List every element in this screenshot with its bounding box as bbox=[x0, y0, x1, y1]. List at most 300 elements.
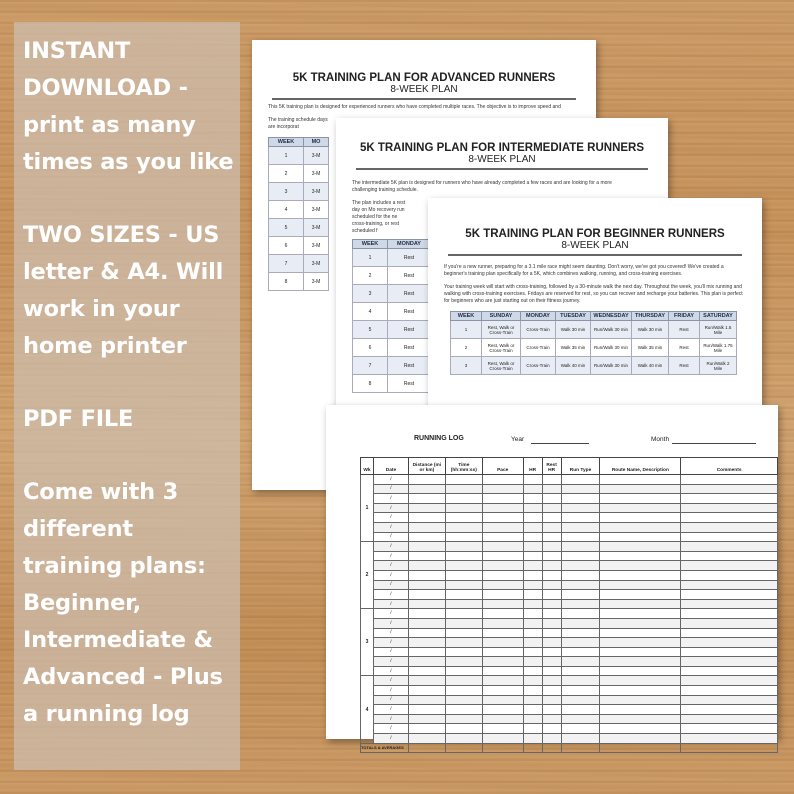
log-cell[interactable] bbox=[600, 705, 681, 715]
log-cell[interactable] bbox=[408, 513, 445, 523]
log-row bbox=[361, 647, 778, 657]
log-cell[interactable] bbox=[542, 599, 561, 609]
log-cell[interactable] bbox=[681, 695, 778, 705]
log-row bbox=[361, 513, 778, 523]
log-cell[interactable] bbox=[542, 561, 561, 571]
log-cell[interactable] bbox=[445, 714, 482, 724]
log-cell[interactable] bbox=[445, 570, 482, 580]
log-cell[interactable] bbox=[681, 676, 778, 686]
log-cell[interactable] bbox=[445, 513, 482, 523]
log-cell[interactable] bbox=[561, 599, 600, 609]
log-cell[interactable] bbox=[561, 551, 600, 561]
log-cell[interactable] bbox=[681, 599, 778, 609]
log-cell[interactable] bbox=[408, 561, 445, 571]
log-totals-row bbox=[361, 743, 778, 753]
log-cell[interactable] bbox=[408, 666, 445, 676]
log-cell[interactable] bbox=[681, 686, 778, 696]
log-cell[interactable] bbox=[408, 503, 445, 513]
log-cell[interactable] bbox=[408, 475, 445, 485]
log-cell[interactable] bbox=[408, 570, 445, 580]
log-cell[interactable] bbox=[681, 522, 778, 532]
log-date-cell[interactable]: / bbox=[373, 638, 408, 648]
log-cell[interactable] bbox=[681, 618, 778, 628]
log-cell[interactable] bbox=[445, 705, 482, 715]
advanced-rule bbox=[272, 98, 576, 100]
log-cell[interactable] bbox=[482, 580, 523, 590]
log-cell[interactable] bbox=[600, 628, 681, 638]
beginner-col-saturday: SATURDAY bbox=[700, 312, 737, 321]
log-cell[interactable] bbox=[523, 494, 542, 504]
table-cell: 4 bbox=[353, 303, 388, 321]
log-cell[interactable] bbox=[561, 676, 600, 686]
log-cell[interactable] bbox=[445, 551, 482, 561]
log-cell[interactable] bbox=[600, 609, 681, 619]
log-cell[interactable] bbox=[523, 618, 542, 628]
log-cell[interactable] bbox=[445, 657, 482, 667]
log-cell[interactable] bbox=[445, 638, 482, 648]
log-cell[interactable] bbox=[408, 542, 445, 552]
log-cell[interactable] bbox=[542, 657, 561, 667]
log-cell[interactable] bbox=[408, 647, 445, 657]
log-cell[interactable] bbox=[445, 734, 482, 744]
advanced-table bbox=[268, 137, 329, 291]
log-cell[interactable] bbox=[600, 647, 681, 657]
log-date-cell[interactable]: / bbox=[373, 657, 408, 667]
log-cell[interactable] bbox=[681, 657, 778, 667]
log-cell[interactable] bbox=[681, 647, 778, 657]
promo-pdf-file: PDF FILE bbox=[23, 406, 134, 432]
log-cell[interactable] bbox=[561, 618, 600, 628]
log-row bbox=[361, 618, 778, 628]
log-cell[interactable] bbox=[542, 494, 561, 504]
log-cell[interactable] bbox=[681, 580, 778, 590]
log-cell[interactable] bbox=[561, 714, 600, 724]
log-cell[interactable] bbox=[482, 570, 523, 580]
log-date-cell[interactable]: / bbox=[373, 484, 408, 494]
log-cell[interactable] bbox=[482, 475, 523, 485]
log-cell[interactable] bbox=[523, 551, 542, 561]
log-cell[interactable] bbox=[600, 676, 681, 686]
log-cell[interactable] bbox=[445, 542, 482, 552]
log-cell[interactable] bbox=[561, 724, 600, 734]
log-cell[interactable] bbox=[561, 580, 600, 590]
log-date-cell[interactable]: / bbox=[373, 542, 408, 552]
log-cell[interactable] bbox=[482, 522, 523, 532]
log-cell[interactable] bbox=[445, 599, 482, 609]
log-cell[interactable] bbox=[542, 542, 561, 552]
log-cell[interactable] bbox=[523, 714, 542, 724]
log-date-cell[interactable]: / bbox=[373, 666, 408, 676]
log-col-route: Route Name, Description bbox=[600, 458, 681, 475]
log-cell[interactable] bbox=[482, 686, 523, 696]
log-cell[interactable] bbox=[600, 532, 681, 542]
log-cell[interactable] bbox=[600, 513, 681, 523]
table-cell: Run/Walk 1.5 Mile bbox=[700, 321, 737, 339]
log-cell[interactable] bbox=[408, 599, 445, 609]
log-col-run-type: Run Type bbox=[561, 458, 600, 475]
log-cell[interactable] bbox=[561, 647, 600, 657]
log-cell[interactable] bbox=[482, 714, 523, 724]
log-cell[interactable] bbox=[482, 647, 523, 657]
log-cell[interactable] bbox=[523, 686, 542, 696]
log-cell[interactable] bbox=[523, 695, 542, 705]
log-cell[interactable] bbox=[542, 513, 561, 523]
log-cell[interactable] bbox=[482, 542, 523, 552]
log-cell[interactable] bbox=[408, 724, 445, 734]
log-cell[interactable] bbox=[561, 484, 600, 494]
log-cell[interactable] bbox=[600, 724, 681, 734]
log-date-cell[interactable]: / bbox=[373, 503, 408, 513]
log-cell[interactable] bbox=[523, 705, 542, 715]
log-cell[interactable] bbox=[542, 503, 561, 513]
log-date-cell[interactable]: / bbox=[373, 475, 408, 485]
beginner-col-tuesday: TUESDAY bbox=[556, 312, 591, 321]
log-cell[interactable] bbox=[600, 484, 681, 494]
log-cell[interactable] bbox=[681, 513, 778, 523]
log-row bbox=[361, 551, 778, 561]
log-cell[interactable] bbox=[408, 695, 445, 705]
log-month-label: Month bbox=[651, 436, 670, 443]
log-cell[interactable] bbox=[482, 657, 523, 667]
log-cell[interactable] bbox=[445, 618, 482, 628]
log-cell[interactable] bbox=[482, 609, 523, 619]
log-cell[interactable] bbox=[600, 580, 681, 590]
log-cell[interactable] bbox=[445, 628, 482, 638]
table-cell: Rest bbox=[669, 321, 700, 339]
beginner-intro: If you're a new runner, preparing for a 3.1 mile race might seem daunting. Don't worry, we've got you covered! We've created a beginner's training plan specifically for a 5K, which combines walking, running, and cross-training exercises. bbox=[444, 264, 724, 277]
table-cell: Walk 35 min bbox=[632, 339, 669, 357]
log-cell[interactable] bbox=[542, 590, 561, 600]
log-cell[interactable] bbox=[681, 475, 778, 485]
log-cell[interactable] bbox=[523, 542, 542, 552]
log-cell[interactable] bbox=[542, 638, 561, 648]
log-cell bbox=[482, 743, 523, 753]
log-cell[interactable] bbox=[523, 513, 542, 523]
log-cell[interactable] bbox=[542, 714, 561, 724]
log-cell[interactable] bbox=[561, 686, 600, 696]
log-row bbox=[361, 628, 778, 638]
log-cell[interactable] bbox=[523, 532, 542, 542]
log-cell[interactable] bbox=[681, 494, 778, 504]
log-cell[interactable] bbox=[408, 657, 445, 667]
log-cell[interactable] bbox=[600, 638, 681, 648]
log-cell[interactable] bbox=[681, 551, 778, 561]
log-cell bbox=[408, 743, 445, 753]
table-cell: 3-M bbox=[304, 255, 329, 273]
log-cell[interactable] bbox=[542, 580, 561, 590]
log-date-cell[interactable]: / bbox=[373, 618, 408, 628]
log-cell[interactable] bbox=[600, 494, 681, 504]
log-row bbox=[361, 714, 778, 724]
log-cell[interactable] bbox=[542, 666, 561, 676]
log-cell[interactable] bbox=[561, 570, 600, 580]
log-cell[interactable] bbox=[408, 532, 445, 542]
log-cell[interactable] bbox=[523, 638, 542, 648]
log-date-cell[interactable]: / bbox=[373, 494, 408, 504]
log-cell[interactable] bbox=[542, 628, 561, 638]
log-cell[interactable] bbox=[600, 590, 681, 600]
log-cell[interactable] bbox=[408, 714, 445, 724]
log-date-cell[interactable]: / bbox=[373, 676, 408, 686]
log-cell[interactable] bbox=[445, 522, 482, 532]
table-cell: Run/Walk 30 min bbox=[591, 357, 632, 375]
table-cell: Run/Walk 30 min bbox=[591, 339, 632, 357]
log-cell bbox=[681, 743, 778, 753]
log-date-cell[interactable]: / bbox=[373, 724, 408, 734]
log-cell[interactable] bbox=[482, 676, 523, 686]
log-cell[interactable] bbox=[523, 647, 542, 657]
log-cell[interactable] bbox=[445, 647, 482, 657]
log-cell[interactable] bbox=[445, 580, 482, 590]
log-cell[interactable] bbox=[600, 475, 681, 485]
advanced-body: The training schedule days are incorporat bbox=[268, 117, 328, 130]
log-cell[interactable] bbox=[681, 532, 778, 542]
log-cell[interactable] bbox=[445, 503, 482, 513]
log-cell[interactable] bbox=[600, 503, 681, 513]
log-cell[interactable] bbox=[681, 503, 778, 513]
log-cell[interactable] bbox=[542, 705, 561, 715]
log-date-cell[interactable]: / bbox=[373, 714, 408, 724]
log-date-cell[interactable]: / bbox=[373, 609, 408, 619]
log-cell[interactable] bbox=[408, 686, 445, 696]
log-cell[interactable] bbox=[600, 695, 681, 705]
log-month-line bbox=[672, 443, 756, 444]
log-cell[interactable] bbox=[445, 686, 482, 696]
log-cell[interactable] bbox=[523, 570, 542, 580]
log-cell[interactable] bbox=[561, 734, 600, 744]
log-cell[interactable] bbox=[561, 638, 600, 648]
table-cell: Walk 30 min bbox=[632, 321, 669, 339]
log-cell[interactable] bbox=[542, 618, 561, 628]
log-week-number: 1 bbox=[361, 475, 374, 542]
log-cell[interactable] bbox=[600, 666, 681, 676]
log-cell[interactable] bbox=[681, 705, 778, 715]
table-cell: 7 bbox=[353, 357, 388, 375]
log-cell[interactable] bbox=[445, 590, 482, 600]
log-cell[interactable] bbox=[561, 609, 600, 619]
log-cell[interactable] bbox=[523, 657, 542, 667]
log-cell[interactable] bbox=[523, 580, 542, 590]
log-cell[interactable] bbox=[600, 542, 681, 552]
log-date-cell[interactable]: / bbox=[373, 532, 408, 542]
log-cell[interactable] bbox=[600, 618, 681, 628]
log-date-cell[interactable]: / bbox=[373, 628, 408, 638]
log-col-distance: Distance (mi or km) bbox=[408, 458, 445, 475]
log-cell[interactable] bbox=[482, 724, 523, 734]
beginner-plan-page bbox=[428, 198, 762, 418]
log-cell[interactable] bbox=[408, 734, 445, 744]
log-date-cell[interactable]: / bbox=[373, 686, 408, 696]
log-cell[interactable] bbox=[445, 475, 482, 485]
log-cell[interactable] bbox=[600, 522, 681, 532]
log-cell[interactable] bbox=[542, 724, 561, 734]
log-cell[interactable] bbox=[561, 522, 600, 532]
intermediate-col-week: WEEK bbox=[353, 240, 388, 249]
promo-three-plans: Come with 3 different training plans: Beginner, Intermediate & Advanced - Plus a running log bbox=[23, 479, 223, 727]
log-cell[interactable] bbox=[523, 475, 542, 485]
log-cell[interactable] bbox=[445, 484, 482, 494]
log-cell[interactable] bbox=[408, 609, 445, 619]
log-cell[interactable] bbox=[681, 609, 778, 619]
log-cell[interactable] bbox=[482, 513, 523, 523]
log-cell[interactable] bbox=[445, 532, 482, 542]
log-cell[interactable] bbox=[561, 532, 600, 542]
log-cell[interactable] bbox=[408, 628, 445, 638]
log-cell[interactable] bbox=[523, 666, 542, 676]
log-cell[interactable] bbox=[408, 590, 445, 600]
log-cell[interactable] bbox=[542, 695, 561, 705]
log-cell[interactable] bbox=[445, 676, 482, 686]
log-cell[interactable] bbox=[542, 676, 561, 686]
log-cell[interactable] bbox=[561, 503, 600, 513]
log-date-cell[interactable]: / bbox=[373, 570, 408, 580]
log-cell[interactable] bbox=[681, 484, 778, 494]
log-cell[interactable] bbox=[600, 734, 681, 744]
log-cell[interactable] bbox=[542, 647, 561, 657]
log-cell[interactable] bbox=[408, 494, 445, 504]
log-cell[interactable] bbox=[561, 695, 600, 705]
log-cell[interactable] bbox=[600, 551, 681, 561]
log-cell[interactable] bbox=[482, 638, 523, 648]
log-cell[interactable] bbox=[523, 724, 542, 734]
log-cell[interactable] bbox=[600, 657, 681, 667]
log-date-cell[interactable]: / bbox=[373, 513, 408, 523]
log-date-cell[interactable]: / bbox=[373, 590, 408, 600]
log-cell[interactable] bbox=[561, 513, 600, 523]
log-cell[interactable] bbox=[561, 590, 600, 600]
log-cell[interactable] bbox=[523, 609, 542, 619]
log-cell[interactable] bbox=[542, 551, 561, 561]
log-cell[interactable] bbox=[445, 494, 482, 504]
log-cell[interactable] bbox=[482, 561, 523, 571]
log-date-cell[interactable]: / bbox=[373, 561, 408, 571]
log-cell[interactable] bbox=[542, 686, 561, 696]
table-cell: 5 bbox=[269, 219, 304, 237]
log-cell[interactable] bbox=[600, 686, 681, 696]
log-row bbox=[361, 570, 778, 580]
log-cell[interactable] bbox=[482, 618, 523, 628]
log-cell[interactable] bbox=[445, 609, 482, 619]
log-cell[interactable] bbox=[408, 522, 445, 532]
log-cell[interactable] bbox=[542, 609, 561, 619]
table-cell: Rest, Walk or Cross-Train bbox=[482, 357, 521, 375]
log-col-comments: Comments bbox=[681, 458, 778, 475]
log-cell[interactable] bbox=[482, 628, 523, 638]
log-cell[interactable] bbox=[561, 657, 600, 667]
log-cell[interactable] bbox=[681, 628, 778, 638]
log-date-cell[interactable]: / bbox=[373, 522, 408, 532]
log-cell[interactable] bbox=[408, 580, 445, 590]
log-cell[interactable] bbox=[445, 724, 482, 734]
log-cell[interactable] bbox=[600, 570, 681, 580]
log-date-cell[interactable]: / bbox=[373, 734, 408, 744]
log-cell[interactable] bbox=[561, 475, 600, 485]
log-cell[interactable] bbox=[482, 705, 523, 715]
log-date-cell[interactable]: / bbox=[373, 705, 408, 715]
log-cell[interactable] bbox=[542, 570, 561, 580]
log-cell[interactable] bbox=[681, 570, 778, 580]
log-date-cell[interactable]: / bbox=[373, 599, 408, 609]
log-cell[interactable] bbox=[445, 666, 482, 676]
log-cell[interactable] bbox=[482, 551, 523, 561]
log-cell[interactable] bbox=[523, 590, 542, 600]
log-cell[interactable] bbox=[681, 561, 778, 571]
log-cell[interactable] bbox=[542, 475, 561, 485]
log-cell[interactable] bbox=[523, 676, 542, 686]
log-cell[interactable] bbox=[600, 599, 681, 609]
log-date-cell[interactable]: / bbox=[373, 551, 408, 561]
log-cell[interactable] bbox=[482, 599, 523, 609]
log-cell[interactable] bbox=[445, 695, 482, 705]
log-cell[interactable] bbox=[482, 590, 523, 600]
log-cell[interactable] bbox=[542, 522, 561, 532]
log-cell[interactable] bbox=[681, 734, 778, 744]
log-cell[interactable] bbox=[523, 561, 542, 571]
log-cell[interactable] bbox=[482, 532, 523, 542]
log-cell[interactable] bbox=[482, 484, 523, 494]
log-cell[interactable] bbox=[681, 724, 778, 734]
log-cell[interactable] bbox=[561, 542, 600, 552]
log-cell[interactable] bbox=[523, 484, 542, 494]
log-date-cell[interactable]: / bbox=[373, 580, 408, 590]
log-cell[interactable] bbox=[561, 561, 600, 571]
promo-instant-download: INSTANT DOWNLOAD - print as many times as you like bbox=[23, 38, 234, 175]
log-cell[interactable] bbox=[681, 638, 778, 648]
log-cell[interactable] bbox=[523, 599, 542, 609]
log-cell[interactable] bbox=[408, 676, 445, 686]
log-cell[interactable] bbox=[445, 561, 482, 571]
advanced-col-mon: MO bbox=[304, 138, 329, 147]
log-cell[interactable] bbox=[561, 705, 600, 715]
log-row bbox=[361, 522, 778, 532]
log-cell[interactable] bbox=[523, 734, 542, 744]
log-date-cell[interactable]: / bbox=[373, 695, 408, 705]
log-cell[interactable] bbox=[482, 666, 523, 676]
log-cell[interactable] bbox=[681, 590, 778, 600]
log-cell[interactable] bbox=[408, 705, 445, 715]
table-cell: Rest bbox=[388, 321, 431, 339]
log-cell[interactable] bbox=[600, 714, 681, 724]
log-cell[interactable] bbox=[482, 695, 523, 705]
log-cell[interactable] bbox=[681, 666, 778, 676]
log-cell[interactable] bbox=[482, 503, 523, 513]
log-cell[interactable] bbox=[542, 532, 561, 542]
log-cell[interactable] bbox=[408, 551, 445, 561]
log-cell[interactable] bbox=[542, 484, 561, 494]
intermediate-rule bbox=[356, 168, 648, 170]
log-cell[interactable] bbox=[600, 561, 681, 571]
log-col-hr: HR bbox=[523, 458, 542, 475]
log-row bbox=[361, 666, 778, 676]
log-date-cell[interactable]: / bbox=[373, 647, 408, 657]
log-cell[interactable] bbox=[542, 734, 561, 744]
log-cell[interactable] bbox=[408, 638, 445, 648]
log-cell[interactable] bbox=[482, 494, 523, 504]
log-cell[interactable] bbox=[523, 628, 542, 638]
log-cell[interactable] bbox=[482, 734, 523, 744]
advanced-subtitle: 8-WEEK PLAN bbox=[390, 84, 458, 95]
log-cell[interactable] bbox=[561, 666, 600, 676]
log-cell[interactable] bbox=[561, 628, 600, 638]
log-cell[interactable] bbox=[681, 714, 778, 724]
log-cell[interactable] bbox=[523, 522, 542, 532]
log-cell[interactable] bbox=[408, 618, 445, 628]
table-cell: 2 bbox=[353, 267, 388, 285]
log-cell[interactable] bbox=[408, 484, 445, 494]
log-cell[interactable] bbox=[561, 494, 600, 504]
log-cell[interactable] bbox=[681, 542, 778, 552]
log-cell[interactable] bbox=[523, 503, 542, 513]
